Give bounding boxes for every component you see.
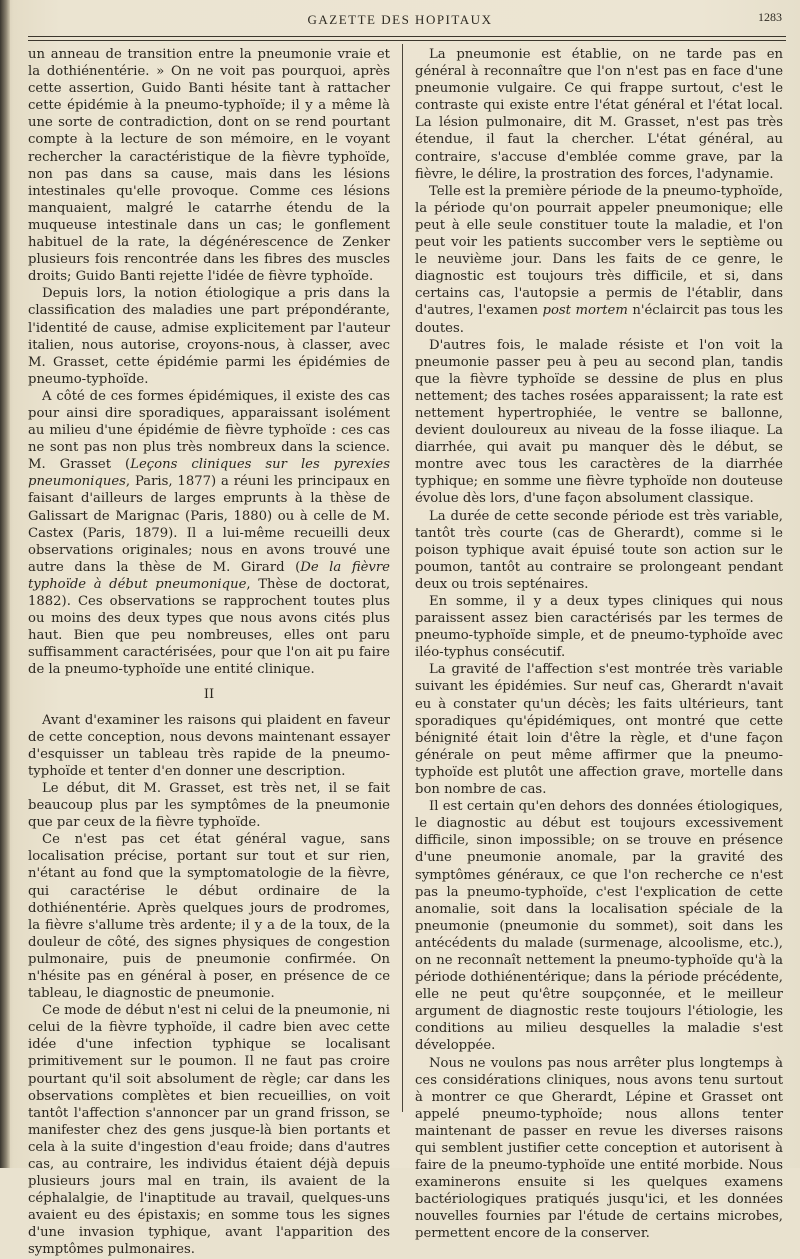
paragraph: un anneau de transition entre la pneumonie vraie et la dothiénentérie. » On ne voit pas pourquoi, après cette assertion, Guido Banti hésite tant à rattacher cette épidémie à la pneumo-typhoïde; il y a même là une sorte de contradiction, dont on se rend pourtant compte à la lecture de son mémoire, en le voyant rechercher la caractéristique de la fièvre typhoïde, non pas dans sa cause, mais dans les lésions intestinales qu'elle provoque. Comme ces lésions manquaient, malgré le catarrhe étendu de la muqueuse intestinale dans un cas; le gonflement habituel de la rate, la dégénérescence de Zenker plusieurs fois rencontrée dans les fibres des muscles droits; Guido Banti rejette l'idée de fièvre typhoïde. (28, 47, 390, 285)
text-run: A côté de ces formes épidémiques, il existe des cas pour ainsi dire sporadiques, apparaissant isolément au milieu d'une épidémie de fièvre typhoïde : ces cas ne sont pas non plus très nombreux dans la science. M. Grasset ( (28, 388, 390, 473)
paragraph: Ce mode de début n'est ni celui de la pneumonie, ni celui de la fièvre typhoïde, il cadre bien avec cette idée d'une infection typhique se localisant primitivement sur le poumon. Il ne faut pas croire pourtant qu'il soit absolument de règle; car dans les observations complètes et bien recueillies, on voit tantôt l'affection s'annoncer par un grand frisson, se manifester chez des gens jusque-là bien portants et cela à la suite d'ingestion d'eau froide; dans d'autres cas, au contraire, les individus étaient déjà depuis plusieurs jours mal en train, ils avaient de la céphalalgie, de l'inaptitude au travail, quelques-uns avaient eu des épistaxis; en somme tous les signes d'une invasion typhique, avant l'apparition des symptômes pulmonaires. (28, 1003, 390, 1258)
left-column (28, 46, 390, 1259)
binding-gutter (0, 0, 10, 1168)
header-rule-thin (28, 40, 786, 41)
text-run: , Thèse de doctorat, 1882). Ces observations se rapprochent toutes plus ou moins des deux types que nous avons cités plus haut. Bien que peu nombreuses, elles ont paru suffisamment caractérisées, pour que l'on ait pu faire de la pneumo-typhoïde une entité clinique. (28, 576, 391, 678)
paragraph: En somme, il y a deux types cliniques qui nous paraissent assez bien caractérisés par les termes de pneumo-typhoïde simple, et de pneumo-typhoïde avec iléo-typhus consécutif. (415, 594, 783, 661)
running-header-title: GAZETTE DES HOPITAUX (307, 12, 493, 27)
paragraph: La pneumonie est établie, on ne tarde pas en général à reconnaître que l'on n'est pas en face d'une pneumonie vulgaire. Ce qui frappe surtout, c'est le contraste qui existe entre l'état général et l'état local. La lésion pulmonaire, dit M. Grasset, n'est pas très étendue, il faut la chercher. L'état général, au contraire, s'accuse d'emblée comme grave, par la fièvre, le délire, la prostration des forces, l'adynamie. (415, 47, 783, 182)
citation-title: De la fièvre typhoïde à début pneumonique (28, 559, 390, 592)
citation-title: Leçons cliniques sur les pyrexies pneumoniques (28, 457, 390, 490)
paragraph: Nous ne voulons pas nous arrêter plus longtemps à ces considérations cliniques, nous avons tenu surtout à montrer ce que Gherardt, Lépine et Grasset ont appelé pneumo-typhoïde; nous allons tenter maintenant de passer en revue les diverses raisons qui semblent justifier cette conception et autorisent à faire de la pneumo-typhoïde une entité morbide. Nous examinerons ensuite si les quelques examens bactériologiques pratiqués jusqu'ici, et les données nouvelles fournies par l'étude de certains microbes, permettent encore de la conserver. (415, 1055, 783, 1242)
header-rule-thick (28, 36, 786, 37)
paragraph: La durée de cette seconde période est très variable, tantôt très courte (cas de Gherardt), comme si le poison typhique avait épuisé toute son action sur le poumon, tantôt au contraire se prolongeant pendant deux ou trois septénaires. (415, 508, 783, 592)
paragraph (415, 183, 783, 337)
column-divider (402, 44, 403, 1112)
right-column (415, 46, 783, 1243)
paragraph: Il est certain qu'en dehors des données étiologiques, le diagnostic au début est toujours excessivement difficile, sinon impossible; on se trouve en présence d'une pneumonie anomale, par la gravité des symptômes généraux, ce que l'on recherche ce n'est pas la pneumo-typhoïde, c'est l'explication de cette anomalie, soit dans la localisation spéciale de la pneumonie (pneumonie du sommet), soit dans les antécédents du malade (surmenage, alcoolisme, etc.), on ne reconnaît nettement la pneumo-typhoïde qu'à la période dothiénentérique; dans la période précédente, elle ne peut qu'être soupçonnée, et le meilleur argument de diagnostic reste toujours l'étiologie, les conditions au milieu desquelles la maladie s'est développée. (415, 799, 783, 1054)
paragraph: Le début, dit M. Grasset, est très net, il se fait beaucoup plus par les symptômes de la pneumonie que par ceux de la fièvre typhoïde. (28, 780, 390, 831)
paragraph: La gravité de l'affection s'est montrée très variable suivant les épidémies. Sur neuf cas, Gherardt n'avait eu à constater qu'un décès; les faits ultérieurs, tant sporadiques qu'épidémiques, ont montré que cette bénignité était loin d'être la règle, et d'une façon générale on peut même affirmer que la pneumo-typhoïde est plutôt une affection grave, mortelle dans bon nombre de cas. (415, 662, 783, 798)
paragraph: Depuis lors, la notion étiologique a pris dans la classification des maladies une part prépondérante, l'identité de cause, admise explicitement par l'auteur italien, nous autorise, croyons-nous, à classer, avec M. Grasset, cette épidémie parmi les épidémies de pneumo-typhoïde. (28, 286, 390, 387)
paragraph: Avant d'examiner les raisons qui plaident en faveur de cette conception, nous devons maintenant essayer d'esquisser un tableau très rapide de la pneumo-typhoïde et tenter d'en donner une description. (28, 712, 390, 779)
text-run: n'éclaircit pas tous les doutes. (415, 303, 783, 336)
text-run: Telle est la première période de la pneumo-typhoïde, la période qu'on pourrait appeler pneumonique; elle peut à elle seule constituer toute la maladie, et l'on peut voir les patients succomber vers le septième ou le neuvième jour. Dans les faits de ce genre, le diagnostic est toujours très difficile, et si, dans certains cas, l'autopsie a permis de l'établir, dans d'autres, l'examen (415, 183, 783, 319)
paragraph: D'autres fois, le malade résiste et l'on voit la pneumonie passer peu à peu au second plan, tandis que la fièvre typhoïde se dessine de plus en plus nettement; des taches rosées apparaissent; la rate est nettement hypertrophiée, le ventre se ballonne, devient douloureux au niveau de la fosse iliaque. La diarrhée, qui avait pu manquer dès le début, se montre avec tous les caractères de la diarrhée typhique; en somme une fièvre typhoïde non douteuse évolue dès lors, d'une façon absolument classique. (415, 337, 783, 507)
latin-phrase: post mortem (542, 303, 628, 319)
page-number: 1283 (758, 10, 782, 24)
section-number: II (203, 687, 215, 703)
text-run: , Paris, 1877) a réuni les principaux en faisant d'ailleurs de larges emprunts à la thèse de Galissart de Marignac (Paris, 1880) ou à celle de M. Castex (Paris, 1879). Il a lui-même recueilli deux observations originales; nous en avons trouvé une autre dans la thèse de M. Girard ( (28, 474, 390, 575)
paragraph: Ce n'est pas cet état général vague, sans localisation précise, portant sur tout et sur rien, n'étant au fond que la symptomatologie de la fièvre, qui caractérise le début ordinaire de la dothiénentérie. Après quelques jours de prodromes, la fièvre s'allume très ardente; il y a de la toux, de la douleur de côté, des signes physiques de congestion pulmonaire, puis de pneumonie confirmée. On n'hésite pas en général à poser, en présence de ce tableau, le diagnostic de pneumonie. (28, 832, 390, 1002)
paragraph (28, 388, 390, 679)
